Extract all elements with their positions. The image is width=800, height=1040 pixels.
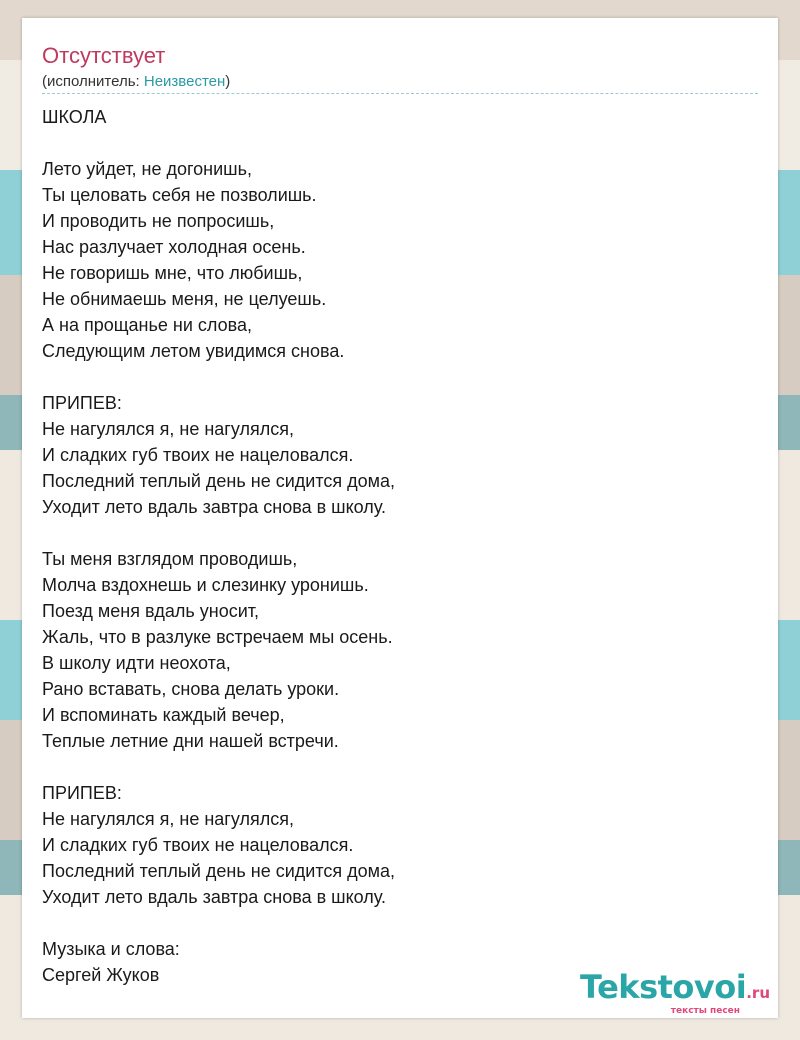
lyric-line: ПРИПЕВ: xyxy=(42,783,122,803)
lyric-line: Нас разлучает холодная осень. xyxy=(42,237,306,257)
lyric-line: Поезд меня вдаль уносит, xyxy=(42,601,260,621)
lyric-line: А на прощанье ни слова, xyxy=(42,315,252,335)
lyric-line xyxy=(42,910,758,936)
lyric-line: И вспоминать каждый вечер, xyxy=(42,705,285,725)
logo-tagline: тексты песен xyxy=(670,1006,740,1016)
song-title: Отсутствует xyxy=(42,43,166,68)
lyric-line: Не нагулялся я, не нагулялся, xyxy=(42,419,294,439)
lyric-line: Ты целовать себя не позволишь. xyxy=(42,185,317,205)
lyric-line: Молча вздохнешь и слезинку уронишь. xyxy=(42,575,369,595)
lyric-line: Лето уйдет, не догонишь, xyxy=(42,159,252,179)
artist-link[interactable]: Неизвестен xyxy=(143,73,226,90)
lyric-line: И сладких губ твоих не нацеловался. xyxy=(42,835,354,855)
lyric-line: Уходит лето вдаль завтра снова в школу. xyxy=(42,497,386,517)
lyric-line: Следующим летом увидимся снова. xyxy=(42,341,345,361)
lyric-line: ПРИПЕВ: xyxy=(42,393,122,413)
lyric-line: Рано вставать, снова делать уроки. xyxy=(42,679,340,699)
lyric-line: Последний теплый день не сидится дома, xyxy=(42,471,396,491)
lyric-line: Сергей Жуков xyxy=(42,965,160,985)
lyric-line: ШКОЛА xyxy=(42,107,107,127)
lyric-line: Уходит лето вдаль завтра снова в школу. xyxy=(42,887,386,907)
site-logo[interactable] xyxy=(580,970,770,1016)
lyric-line xyxy=(42,520,758,546)
lyric-line: Ты меня взглядом проводишь, xyxy=(42,549,298,569)
lyric-line: Не нагулялся я, не нагулялся, xyxy=(42,809,294,829)
logo-main-text: Tekstovoi xyxy=(580,968,747,1006)
lyric-line xyxy=(42,754,758,780)
artist-line xyxy=(42,72,230,92)
lyric-line: Жаль, что в разлуке встречаем мы осень. xyxy=(42,627,393,647)
lyrics-card xyxy=(22,18,778,1018)
logo-domain: .ru xyxy=(746,984,770,1002)
lyric-line: И проводить не попросишь, xyxy=(42,211,275,231)
lyric-line: Музыка и слова: xyxy=(42,939,180,959)
lyric-line: Последний теплый день не сидится дома, xyxy=(42,861,396,881)
artist-prefix: (исполнитель: xyxy=(42,73,144,90)
artist-suffix: ) xyxy=(225,73,231,90)
logo-wordmark xyxy=(580,970,770,1010)
lyric-line: Теплые летние дни нашей встречи. xyxy=(42,731,339,751)
dashed-divider xyxy=(42,93,758,94)
lyric-line: И сладких губ твоих не нацеловался. xyxy=(42,445,354,465)
lyrics-text xyxy=(42,104,758,988)
lyric-line: Не говоришь мне, что любишь, xyxy=(42,263,303,283)
lyric-line: Не обнимаешь меня, не целуешь. xyxy=(42,289,327,309)
lyric-line: В школу идти неохота, xyxy=(42,653,231,673)
lyric-line xyxy=(42,130,758,156)
lyric-line xyxy=(42,364,758,390)
